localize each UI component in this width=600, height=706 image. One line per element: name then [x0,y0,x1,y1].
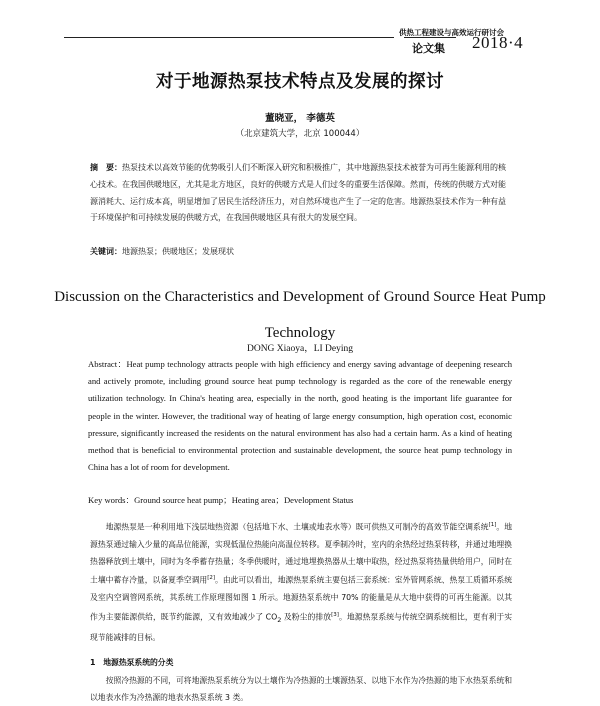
section-heading-1: 1 地源热泵系统的分类 [90,658,174,667]
body-paragraph-1 [90,517,512,646]
title-chinese: 对于地源热泵技术特点及发展的探讨 [156,72,444,92]
citation-ref: [3] [331,611,339,618]
citation-ref: [1] [488,522,497,528]
body-text: 。地源热泵系统与传统空调系统相比，更有利于实现节能减排的目标。 [90,612,513,643]
title-english: Discussion on the Characteristics and Development of Ground Source Heat Pump Technology [54,289,546,341]
section-label: 论文集 [412,42,445,55]
header-rule-right [404,37,456,38]
issue-date: 2018·4 [472,33,524,52]
journal-name: 供热工程建设与高效运行研讨会 [399,28,504,37]
keywords-text-english: Ground source heat pump；Heating area；Development Status [134,495,354,505]
citation-ref: [2] [207,575,216,582]
body-text: 按照冷热源的不同，可将地源热泵系统分为以土壤作为冷热源的土壤源热泵、以地下水作为冷热源的地下水热泵系统和以地表水作为冷热源的地表水热泵系统 3 类。 [90,676,513,702]
authors-english: DONG Xiaoya，LI Deying [246,344,354,354]
authors-chinese: 董晓亚， 李德英 [265,113,335,124]
abstract-label-english: Abstract： [88,359,127,369]
abstract-chinese [90,160,510,227]
body-text: 地源热泵是一种利用地下浅层地热资源（包括地下水、土壤或地表水等）既可供热又可制冷的高效节能空调系统 [105,522,489,532]
keywords-chinese [90,245,510,259]
abstract-english [88,356,512,476]
abstract-text-english: Heat pump technology attracts people with high efficiency and energy saving advantage of deepening research and actively promote, including ground source heat pump technology is regarded as the core of the renewable energy utilization technology. In China's heating area, especially in the north, good heating is the important life guarantee for people in the winter. However, the traditional way of heating of large energy consumption, high operation cost, economic pressure, significantly increased the residents on the natural environment has also had a certain harm. As a kind of heating method that is beneficial to environmental protection and sustainable development, the source heat pump technology in China has a lot of room for development. [88,359,512,473]
subscript: 2 [277,615,282,624]
keywords-text-chinese: 地源热泵；供暖地区；发展现状 [122,247,234,256]
body-text: 。由此可以看出，地源热泵系统主要包括三套系统：室外管网系统、热泵工质循环系统及室内空调管网系统，其系统工作原理图如图 1 所示。地源热泵系统中 70% 的能量是从大地中获得的可再生能源。以其作为主要能源供给，既节约能源，又有效地减少了 CO [90,576,513,622]
affiliation-chinese: （北京建筑大学，北京 100044） [235,129,365,139]
body-paragraph-2 [90,672,512,706]
body-text: 。地源热泵通过输入少量的高品位能源，实现低温位热能向高温位转移。夏季制冷时，室内的余热经过热泵转移，并通过地埋换热器释放到土壤中，同时为冬季蓄存热量；冬季供暖时，通过地埋换热器从土壤中取热，经过热泵将热量供给用户，同时在土壤中蓄存冷量，以备夏季空调用 [90,522,513,586]
abstract-text-chinese: 热泵技术以高效节能的优势吸引人们不断深入研究和积极推广，其中地源热泵技术被誉为可再生能源利用的核心技术。在我国供暖地区，尤其是北方地区，良好的供暖方式是人们过冬的重要生活保障。然而，传统的供暖方式对能源消耗大、运行成本高，明显增加了居民生活经济压力，对自然环境也产生了一定的危害。地源热泵技术作为一种有益于环境保护和可持续发展的供暖方式，在我国供暖地区具有很大的发展空间。 [90,163,506,223]
keywords-english [88,494,512,506]
header-rule-left [64,37,394,38]
abstract-label-chinese: 摘 要： [90,163,122,172]
keywords-label-english: Key words： [88,495,135,505]
keywords-label-chinese: 关键词： [90,247,122,256]
body-text: 及粉尘的排放 [281,612,332,622]
